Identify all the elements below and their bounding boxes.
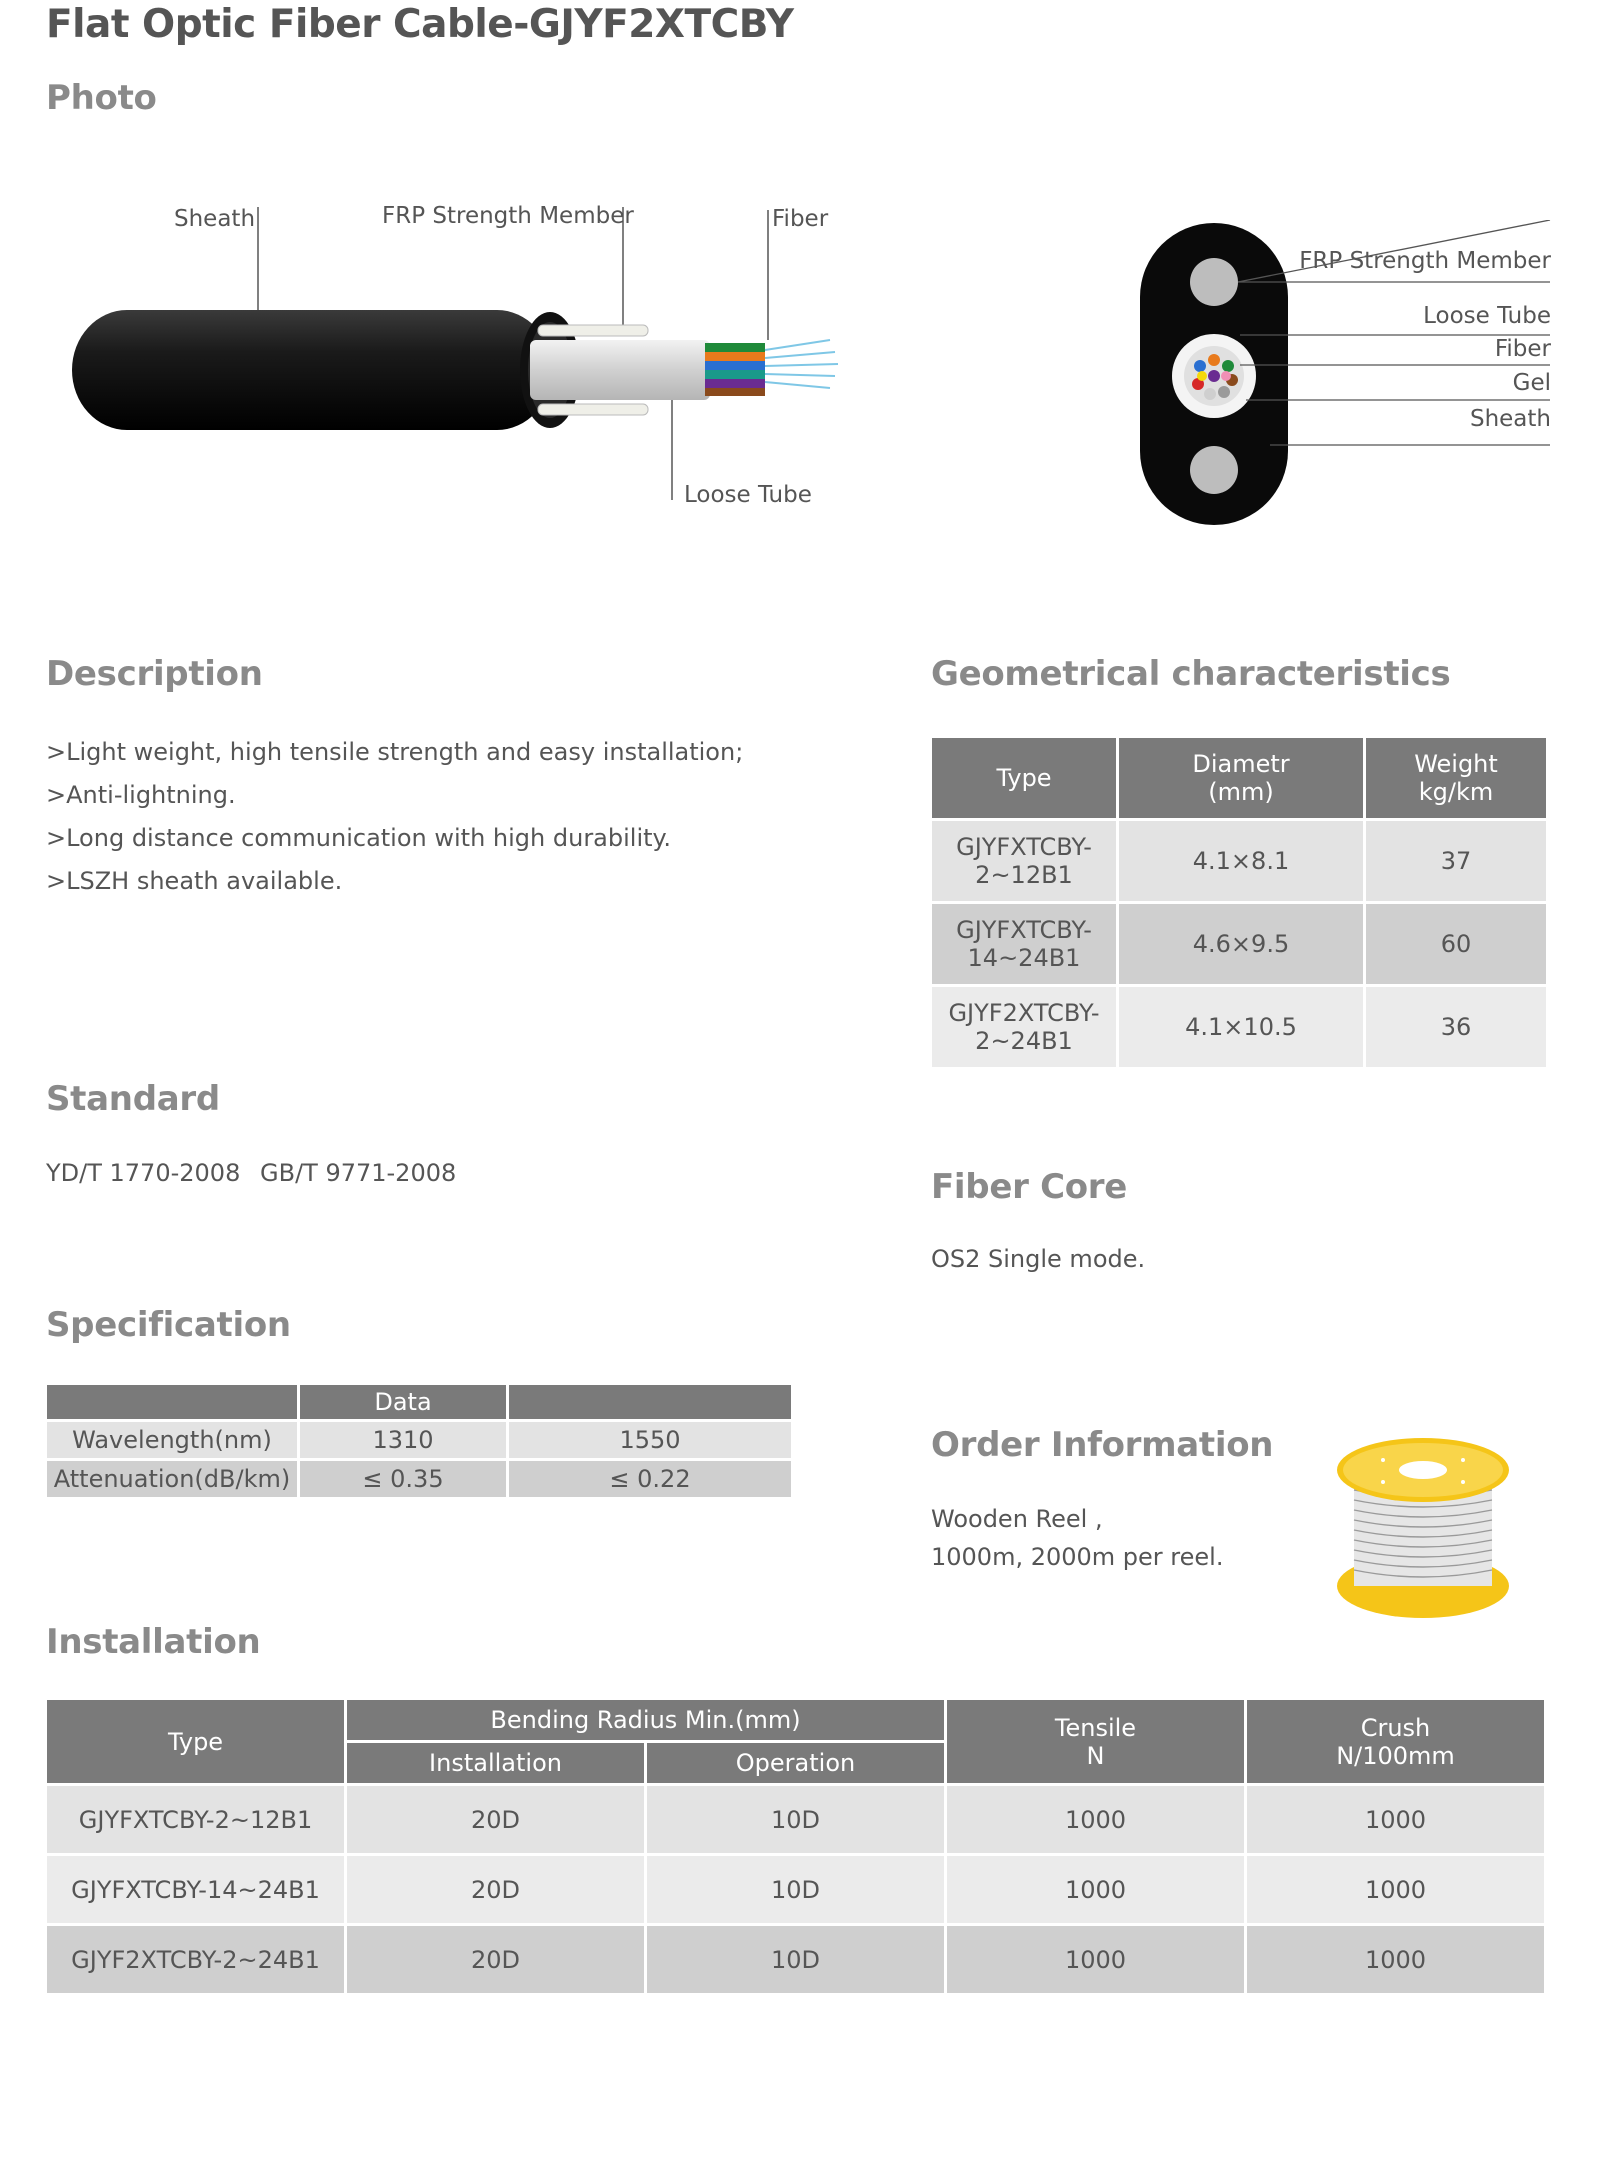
install-header-tensile-line: Tensile bbox=[1054, 1713, 1137, 1742]
geom-cell-type bbox=[932, 821, 1116, 901]
label-frp-strength-member: FRP Strength Member bbox=[382, 203, 634, 229]
geom-type-line: GJYFXTCBY- bbox=[956, 916, 1092, 944]
table-row bbox=[932, 987, 1546, 1067]
install-cell: 1000 bbox=[947, 1856, 1244, 1923]
install-cell: 20D bbox=[347, 1926, 644, 1993]
install-cell: 10D bbox=[647, 1786, 944, 1853]
description-heading: Description bbox=[46, 654, 263, 694]
install-header-crush-unit: N/100mm bbox=[1336, 1741, 1455, 1770]
table-row bbox=[47, 1926, 1544, 1993]
spec-cell: 1310 bbox=[300, 1422, 506, 1458]
installation-table bbox=[44, 1697, 1547, 1996]
install-cell: 1000 bbox=[1247, 1786, 1544, 1853]
geom-header-diameter-unit: (mm) bbox=[1208, 778, 1274, 806]
install-cell-type: GJYF2XTCBY-2~24B1 bbox=[47, 1926, 344, 1993]
table-row bbox=[47, 1856, 1544, 1923]
specification-table bbox=[44, 1382, 794, 1500]
geom-cell: 60 bbox=[1366, 904, 1546, 984]
geom-header-type: Type bbox=[932, 738, 1116, 818]
install-cell: 1000 bbox=[1247, 1926, 1544, 1993]
geometry-heading: Geometrical characteristics bbox=[931, 654, 1451, 694]
geom-header-diameter-line: Diametr bbox=[1192, 750, 1290, 778]
geom-cell-type bbox=[932, 904, 1116, 984]
description-list bbox=[46, 731, 743, 903]
description-line: >LSZH sheath available. bbox=[46, 867, 343, 895]
fiber-core-text: OS2 Single mode. bbox=[931, 1245, 1146, 1273]
install-header-bending: Bending Radius Min.(mm) bbox=[347, 1700, 944, 1740]
table-row bbox=[47, 1385, 791, 1419]
order-heading: Order Information bbox=[931, 1425, 1274, 1465]
order-line: 1000m, 2000m per reel. bbox=[931, 1543, 1224, 1571]
geometry-table bbox=[929, 735, 1549, 1070]
install-header-tensile bbox=[947, 1700, 1244, 1783]
spec-cell: Wavelength(nm) bbox=[47, 1422, 297, 1458]
spec-cell: ≤ 0.22 bbox=[509, 1461, 791, 1497]
cross-label-loose-tube: Loose Tube bbox=[1423, 303, 1551, 329]
geom-cell-type bbox=[932, 987, 1116, 1067]
install-cell-type: GJYFXTCBY-14~24B1 bbox=[47, 1856, 344, 1923]
standard-item: YD/T 1770-2008 bbox=[46, 1159, 241, 1187]
geom-cell: 4.1×10.5 bbox=[1119, 987, 1363, 1067]
installation-heading: Installation bbox=[46, 1622, 261, 1662]
install-cell: 10D bbox=[647, 1856, 944, 1923]
geom-type-line: 2~24B1 bbox=[975, 1027, 1073, 1055]
table-row bbox=[47, 1700, 1544, 1740]
table-row bbox=[932, 738, 1546, 818]
install-header-installation: Installation bbox=[347, 1743, 644, 1783]
cable-side-view-illustration bbox=[60, 190, 880, 520]
geom-header-weight bbox=[1366, 738, 1546, 818]
label-fiber: Fiber bbox=[772, 206, 829, 232]
description-line: >Anti-lightning. bbox=[46, 781, 236, 809]
install-header-tensile-unit: N bbox=[1086, 1741, 1105, 1770]
table-row bbox=[932, 821, 1546, 901]
geom-type-line: 14~24B1 bbox=[967, 944, 1081, 972]
order-text bbox=[931, 1500, 1223, 1576]
spec-cell: Attenuation(dB/km) bbox=[47, 1461, 297, 1497]
table-row bbox=[47, 1461, 791, 1497]
page-title: Flat Optic Fiber Cable-GJYF2XTCBY bbox=[46, 2, 794, 47]
geom-header-weight-unit: kg/km bbox=[1418, 778, 1494, 806]
spec-cell: 1550 bbox=[509, 1422, 791, 1458]
geom-header-diameter bbox=[1119, 738, 1363, 818]
install-cell: 20D bbox=[347, 1786, 644, 1853]
standard-heading: Standard bbox=[46, 1079, 220, 1119]
table-row bbox=[47, 1786, 1544, 1853]
geom-cell: 36 bbox=[1366, 987, 1546, 1067]
wooden-reel-illustration bbox=[1328, 1418, 1518, 1623]
geom-cell: 37 bbox=[1366, 821, 1546, 901]
cross-label-gel: Gel bbox=[1512, 370, 1551, 396]
description-line: >Light weight, high tensile strength and easy installation; bbox=[46, 738, 744, 766]
geom-header-weight-line: Weight bbox=[1414, 750, 1498, 778]
label-loose-tube: Loose Tube bbox=[684, 482, 812, 508]
install-header-crush-line: Crush bbox=[1360, 1713, 1431, 1742]
fiber-core-heading: Fiber Core bbox=[931, 1167, 1128, 1207]
spec-header-cell bbox=[47, 1385, 297, 1419]
table-row bbox=[932, 904, 1546, 984]
cross-label-sheath: Sheath bbox=[1469, 406, 1551, 432]
spec-header-cell: Data bbox=[300, 1385, 506, 1419]
install-header-operation: Operation bbox=[647, 1743, 944, 1783]
geom-type-line: GJYFXTCBY- bbox=[956, 833, 1092, 861]
geom-cell: 4.1×8.1 bbox=[1119, 821, 1363, 901]
geom-type-line: 2~12B1 bbox=[975, 861, 1073, 889]
install-cell-type: GJYFXTCBY-2~12B1 bbox=[47, 1786, 344, 1853]
photo-heading: Photo bbox=[46, 78, 157, 118]
spec-header-cell bbox=[509, 1385, 791, 1419]
description-line: >Long distance communication with high durability. bbox=[46, 824, 671, 852]
install-cell: 1000 bbox=[947, 1926, 1244, 1993]
install-header-crush bbox=[1247, 1700, 1544, 1783]
install-cell: 1000 bbox=[947, 1786, 1244, 1853]
spec-cell: ≤ 0.35 bbox=[300, 1461, 506, 1497]
label-sheath: Sheath bbox=[174, 206, 256, 232]
install-cell: 20D bbox=[347, 1856, 644, 1923]
standard-item: GB/T 9771-2008 bbox=[260, 1159, 457, 1187]
install-cell: 1000 bbox=[1247, 1856, 1544, 1923]
cross-label-frp: FRP Strength Member bbox=[1299, 248, 1551, 274]
specification-heading: Specification bbox=[46, 1305, 291, 1345]
table-row bbox=[47, 1422, 791, 1458]
cross-label-fiber: Fiber bbox=[1494, 336, 1551, 362]
geom-cell: 4.6×9.5 bbox=[1119, 904, 1363, 984]
install-cell: 10D bbox=[647, 1926, 944, 1993]
geom-type-line: GJYF2XTCBY- bbox=[948, 999, 1100, 1027]
order-line: Wooden Reel , bbox=[931, 1505, 1103, 1533]
install-header-type: Type bbox=[47, 1700, 344, 1783]
